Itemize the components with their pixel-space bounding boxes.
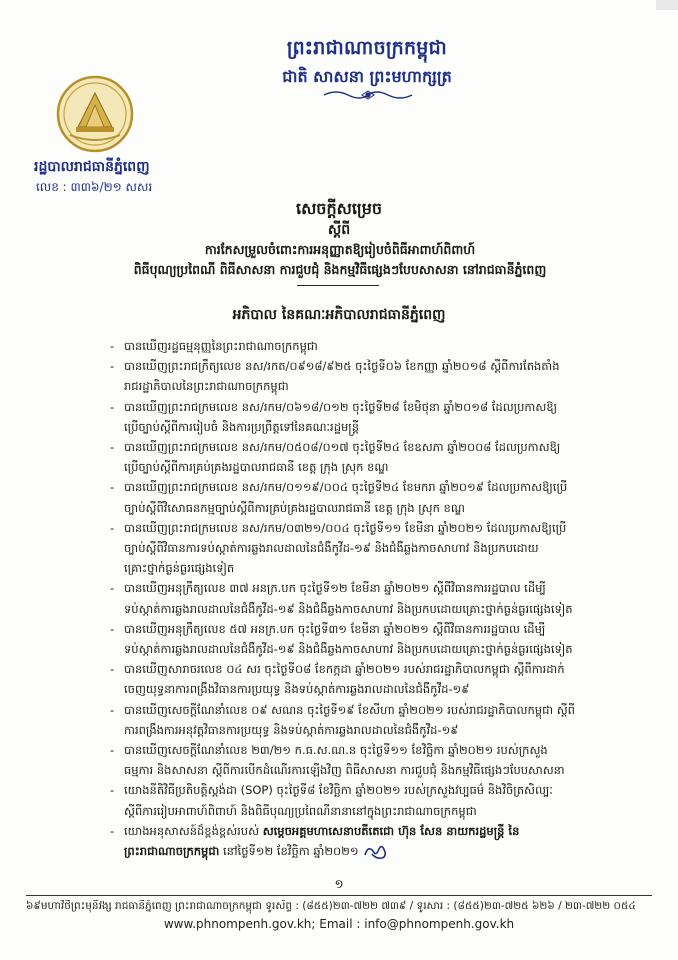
reference-text: ច្បាប់ស្ដីពីវិសោធនកម្មច្បាប់ស្ដីពីការគ្រប់គ្រងរដ្ឋបាលរាជធានី ខេត្ត ក្រុង ស្រុក ខណ្ឌ: [124, 500, 465, 515]
final-reference-prefix: យោងអនុសាសន៍ដ៏ខ្ពង់ខ្ពស់របស់: [124, 823, 260, 838]
list-item: [108, 336, 648, 356]
list-item: [108, 700, 648, 740]
governor-heading: អភិបាល នៃគណៈអភិបាលរាជធានីភ្នំពេញ: [232, 307, 446, 323]
reference-text: - បានឃើញព្រះរាជក្រមលេខ នស/រកម/០៥០៨/០១៧ ចុះថ្ងៃទី២៤ ខែឧសភា ឆ្នាំ២០០៨ ដែលប្រកាសឱ្យ: [124, 440, 561, 455]
ornament-divider-icon: [322, 88, 414, 102]
decision-title: សេចក្ដីសម្រេច: [295, 199, 382, 218]
municipal-seal-icon: [56, 75, 134, 153]
reference-text: ស្ដីពីការរៀបអាពាហ៍ពិពាហ៍ និងពិធីបុណ្យប្រពៃណីនានានៅក្នុងព្រះរាជាណាចក្រកម្ពុជា: [124, 803, 477, 818]
reference-text: ច្បាប់ស្ដីពីវិធានការទប់ស្កាត់ការឆ្លងរាលដាលនៃជំងឺកូវីដ-១៩ និងជំងឺឆ្លងកាចសាហាវ និងប្រកបដោយ: [124, 541, 539, 556]
subject-line-2: ពិធីបុណ្យប្រពៃណី ពិធីសាសនា ការជួបជុំ និងកម្មវិធីផ្សេងៗបែបសាសនា នៅរាជធានីភ្នំពេញ: [133, 262, 547, 277]
list-item: [108, 397, 648, 437]
list-item: [108, 518, 648, 579]
reference-text: - បានឃើញព្រះរាជក្រឹត្យលេខ នស/រកត/០៩១៨/៩២៥ ចុះថ្ងៃទី០៦ ខែកញ្ញា ឆ្នាំ២០១៨ ស្ដីពីការតែងតាំង: [124, 359, 560, 374]
reference-text: ធម្មការ និងសាសនា ស្ដីពីការបើកដំណើរការឡើងវិញ ពិធីសាសនា ការជួបជុំ និងកម្មវិធីផ្សេងៗបែបសាសនា: [124, 763, 565, 778]
kingdom-name: ព្រះរាជាណាចក្រកម្ពុជា: [124, 844, 220, 859]
reference-text: - បានឃើញព្រះរាជក្រមលេខ នស/រកម/០១១៩/០០៤ ចុះថ្ងៃទី២៤ ខែមករា ឆ្នាំ២០១៩ ដែលប្រកាសឱ្យប្រើ: [124, 480, 568, 495]
list-item: [108, 659, 648, 699]
reference-text: ទប់ស្កាត់ការឆ្លងរាលដាលនៃជំងឺកូវីដ-១៩ និងជំងឺឆ្លងកាចសាហាវ និងប្រកបដោយគ្រោះថ្នាក់ធ្ងន់ធ្ងរផ្សេងទៀត: [124, 642, 573, 657]
reference-text: - បានឃើញអនុក្រឹត្យលេខ ៥៧ អនក្រ.បក ចុះថ្ងៃទី៣១ ខែមីនា ឆ្នាំ២០២១ ស្ដីពីវិធានការរដ្ឋបាល ដើម្បី: [124, 621, 546, 636]
footer-divider: [26, 895, 652, 896]
final-reference-date: នៅថ្ងៃទី១២ ខែវិច្ឆិកា ឆ្នាំ២០២១: [222, 844, 359, 859]
reference-text: ចេញយុទ្ធនាការពង្រឹងវិធានការប្រយុទ្ធ និងទប់ស្កាត់ការឆ្លងរាលដាលនៃជំងឺកូវីដ-១៩: [124, 682, 470, 697]
reference-text: - បានឃើញសេចក្ដីណែនាំលេខ ០៩ សណន ចុះថ្ងៃទី១៩ ខែសីហា ឆ្នាំ២០២១ របស់រាជរដ្ឋាភិបាលកម្ពុជា ស្ដីពី: [124, 702, 575, 717]
list-item: [108, 477, 648, 517]
issuer-name: រដ្ឋបាលរាជធានីភ្នំពេញ: [34, 159, 150, 175]
page-number: ១: [334, 877, 344, 891]
reference-text: គ្រោះថ្នាក់ធ្ងន់ធ្ងរផ្សេងទៀត: [124, 561, 235, 576]
final-reference-line: [124, 821, 648, 841]
reference-text: ទប់ស្កាត់ការឆ្លងរាលដាលនៃជំងឺកូវីដ-១៩ និងជំងឺឆ្លងកាចសាហាវ និងប្រកបដោយគ្រោះថ្នាក់ធ្ងន់ធ្ងរផ្សេងទៀត: [124, 601, 573, 616]
initials-signature-icon: [362, 843, 390, 861]
legal-references-list: [108, 336, 648, 861]
reference-text: - បានឃើញសេចក្ដីណែនាំលេខ ២៣/២១ ក.ធ.ស.ណ.ន ចុះថ្ងៃទី១១ ខែវិច្ឆិកា ឆ្នាំ២០២១ របស់ក្រសួង: [124, 743, 548, 758]
footer-contact: www.phnompenh.gov.kh; Email : info@phnompenh.gov.kh: [163, 917, 515, 931]
reference-text: - បានឃើញព្រះរាជក្រមលេខ នស/រកម/០៣២១/០០៤ ចុះថ្ងៃទី១១ ខែមីនា ឆ្នាំ២០២១ ដែលប្រកាសឱ្យប្រើ: [124, 520, 567, 535]
reference-text: - បានឃើញសារាចរលេខ ០៤ សរ ចុះថ្ងៃទី០៨ ខែកក្កដា ឆ្នាំ២០២១ របស់រាជរដ្ឋាភិបាលកម្ពុជា ស្ដីពីការដាក់: [124, 662, 565, 677]
list-item: [108, 740, 648, 780]
subject-line-1: ការកែសម្រួលចំពោះការអនុញ្ញាតឱ្យរៀបចំពិធីអាពាហ៍ពិពាហ៍: [204, 242, 476, 257]
corner-shade: [656, 0, 678, 10]
national-motto: ជាតិ សាសនា ព្រះមហាក្សត្រ: [282, 67, 452, 86]
reference-text: - បានឃើញអនុក្រឹត្យលេខ ៣៧ អនក្រ.បក ចុះថ្ងៃទី១២ ខែមីនា ឆ្នាំ២០២១ ស្ដីពីវិធានការរដ្ឋបាល ដើម្បី: [124, 581, 546, 596]
reference-text: ប្រើច្បាប់ស្ដីពីការរៀបចំ និងការប្រព្រឹត្តទៅនៃគណៈរដ្ឋមន្ត្រី: [124, 419, 360, 434]
list-item: [108, 437, 648, 477]
list-item: [108, 780, 648, 820]
list-item: [108, 578, 648, 618]
footer-address: ៦៩មហាវិថីព្រះមុនីវង្ស រាជធានីភ្នំពេញ ព្រះរាជាណាចក្រកម្ពុជា ទូរស័ព្ទ : (៨៥៥)២៣-៧២២ ៧៣៩ / ទូរសារ : (៨៥៥)២៣-៧២៥ ៦២៦ / ២៣-៧២២ ០៥៤: [26, 900, 636, 912]
list-item: [108, 821, 648, 861]
kingdom-title: ព្រះរាជាណាចក្រកម្ពុជា: [286, 37, 448, 59]
email-link[interactable]: Email : info@phnompenh.gov.kh: [319, 917, 515, 931]
prime-minister-name: សម្ដេចអគ្គមហាសេនាបតីតេជោ ហ៊ុន សែន នាយករដ្ឋមន្ត្រី នៃ: [262, 823, 520, 838]
reference-text: ការពង្រឹងការអនុវត្តវិធានការប្រយុទ្ធ និងទប់ស្កាត់ការឆ្លងរាលដាលនៃជំងឺកូវីដ-១៩: [124, 722, 459, 737]
list-item: [108, 356, 648, 396]
title-separator: [297, 285, 379, 286]
reference-number: លេខ : ៣៣៦/២១ សសរ: [36, 180, 153, 194]
reference-text: - បានឃើញព្រះរាជក្រមលេខ នស/រកម/០៦១៨/០១២ ចុះថ្ងៃទី២៨ ខែមិថុនា ឆ្នាំ២០១៨ ដែលប្រកាសឱ្យ: [124, 399, 558, 414]
final-reference-line: [124, 841, 648, 861]
list-item: [108, 619, 648, 659]
reference-text: - បានឃើញរដ្ឋធម្មនុញ្ញនៃព្រះរាជាណាចក្រកម្ពុជា: [124, 339, 318, 353]
reference-text: - យោងនីតិវិធីប្រតិបត្តិស្តង់ដា (SOP) ចុះថ្ងៃទី៨ ខែវិច្ឆិកា ឆ្នាំ២០២១ របស់ក្រសួងវប្បធម៌ និងវិចិត្រសិល្បៈ: [124, 783, 553, 798]
about-label: ស្ដីពី: [327, 222, 351, 238]
website-link[interactable]: www.phnompenh.gov.kh: [163, 917, 312, 931]
reference-text: រាជរដ្ឋាភិបាលនៃព្រះរាជាណាចក្រកម្ពុជា: [124, 379, 289, 394]
reference-text: ប្រើច្បាប់ស្ដីពីការគ្រប់គ្រងរដ្ឋបាលរាជធានី ខេត្ត ក្រុង ស្រុក ខណ្ឌ: [124, 460, 389, 475]
